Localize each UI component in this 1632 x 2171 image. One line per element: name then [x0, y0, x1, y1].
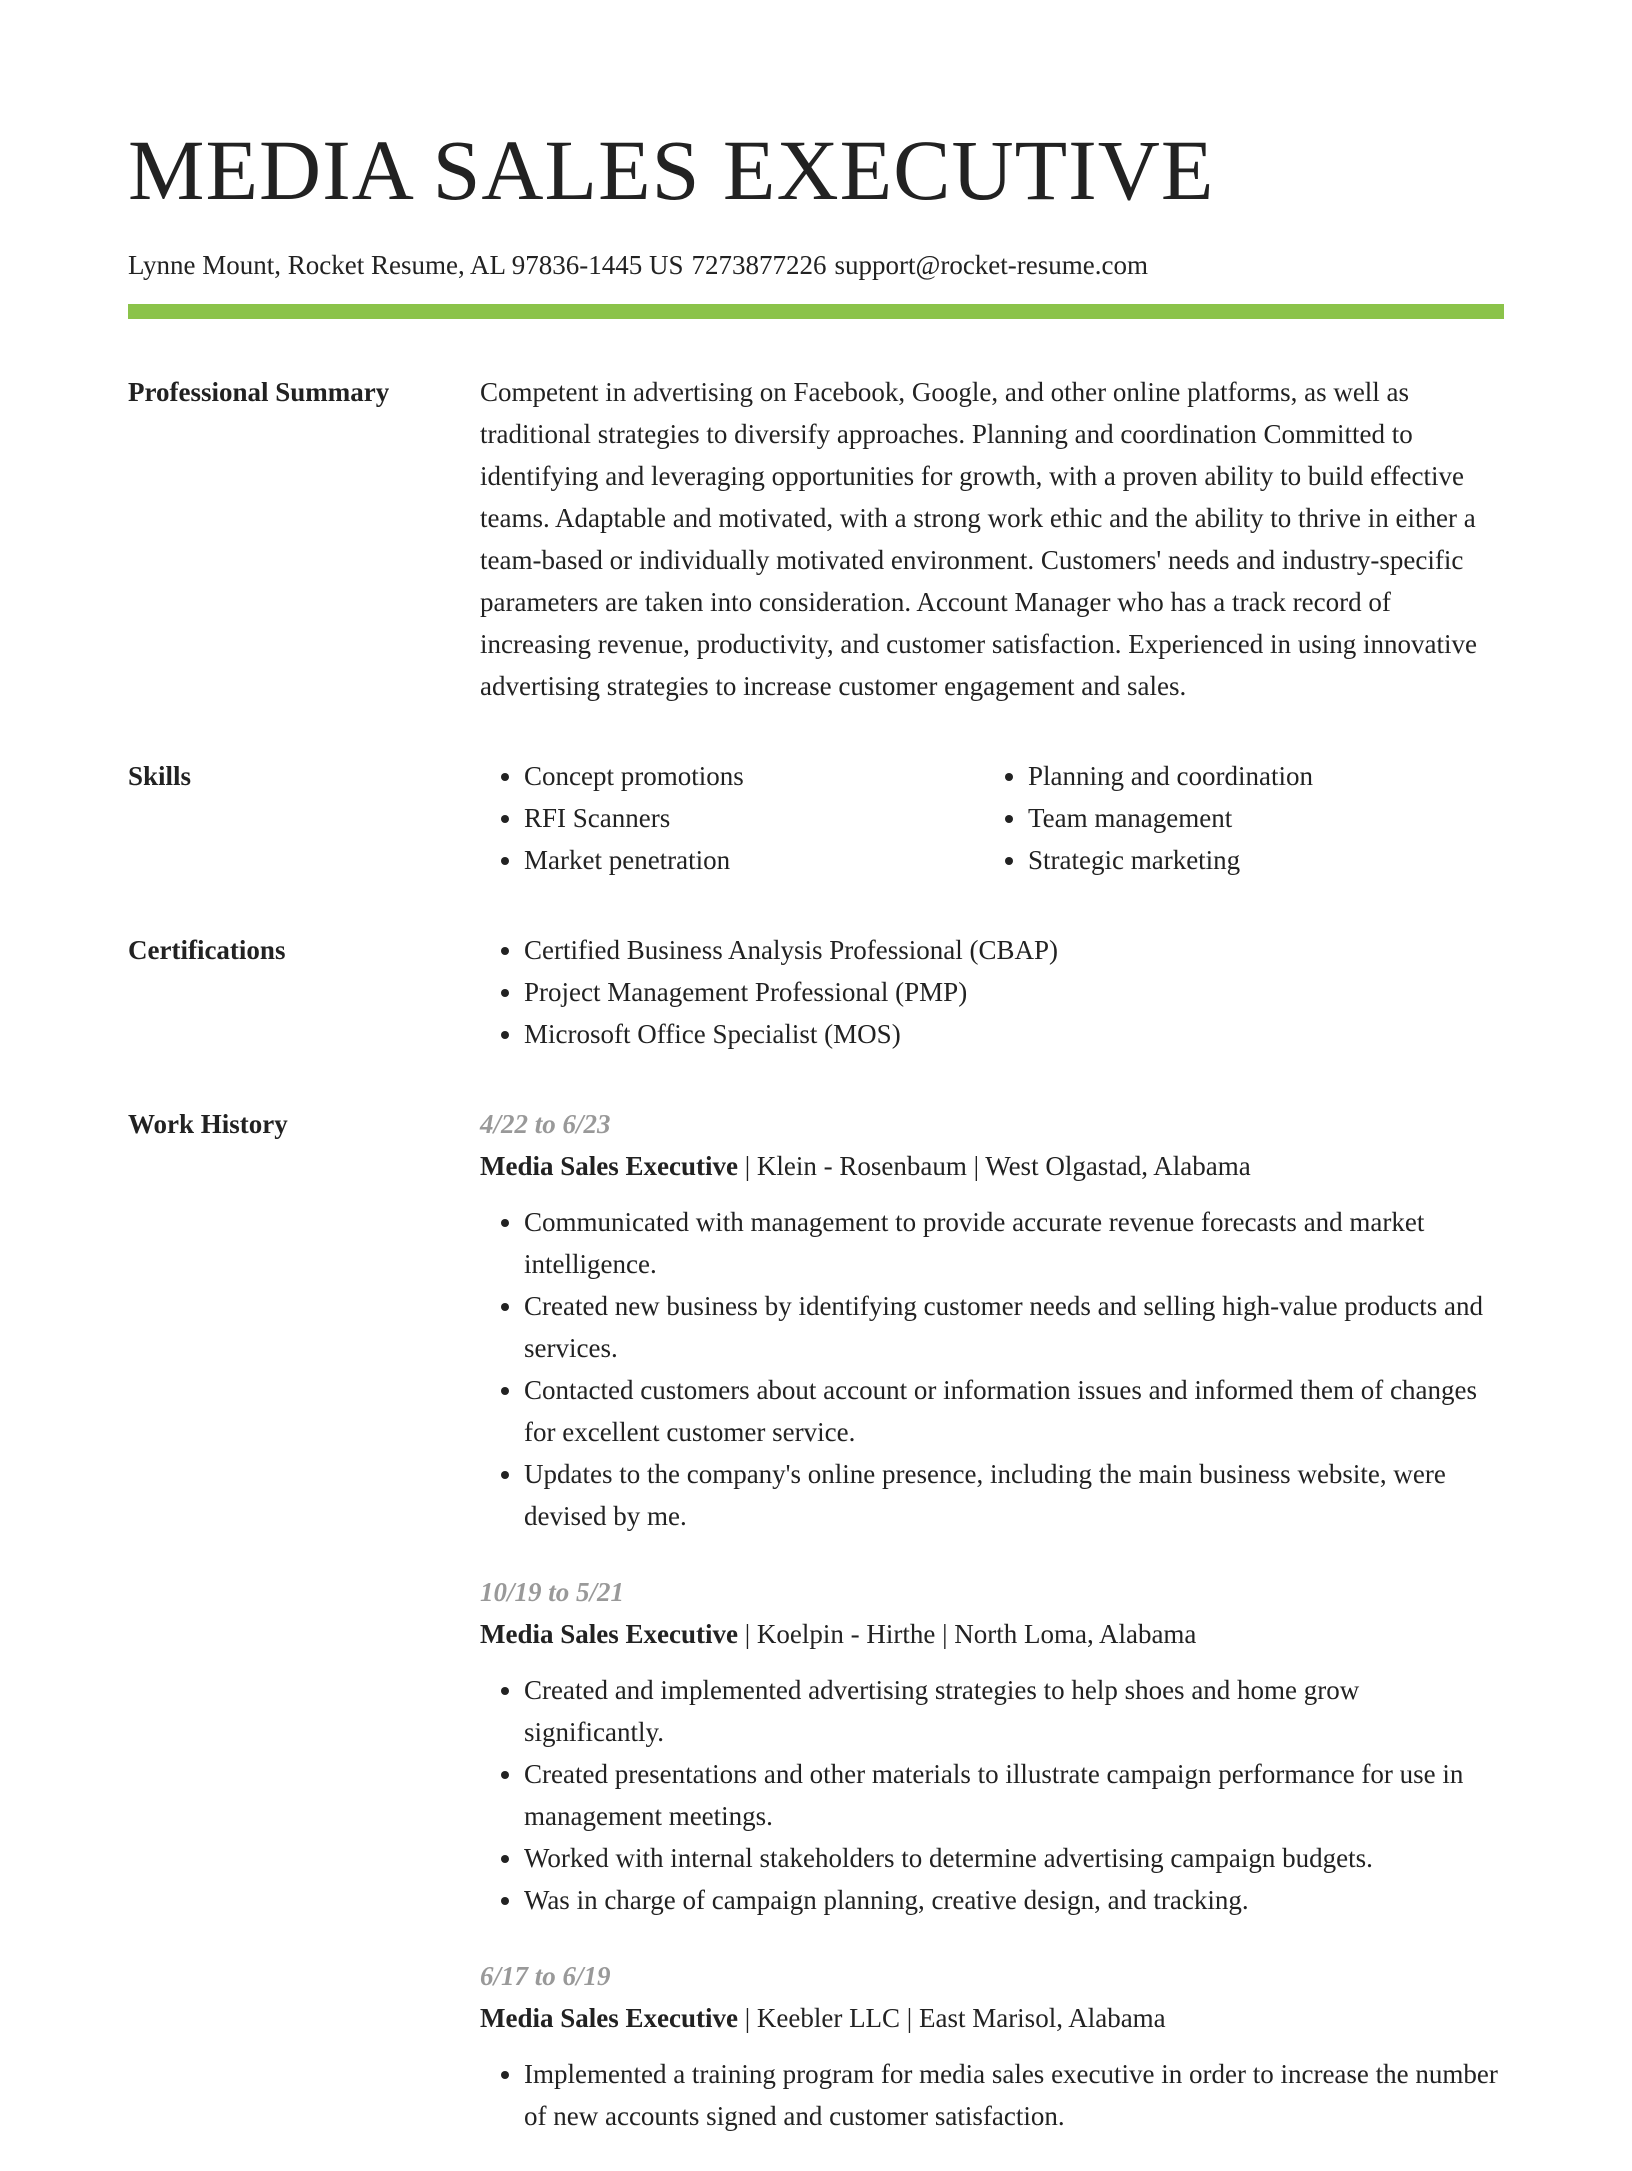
job-entry — [480, 1955, 1504, 2137]
certification-item: • Project Management Professional (PMP) — [524, 971, 1504, 1013]
job-bullets — [480, 1669, 1504, 1921]
job-bullet: • Worked with internal stakeholders to determine advertising campaign budgets. — [524, 1837, 1504, 1879]
certification-item: • Certified Business Analysis Professional (CBAP) — [524, 929, 1504, 971]
work-history-section — [128, 1103, 1504, 2171]
summary-heading: Professional Summary — [128, 377, 390, 407]
resume-title: MEDIA SALES EXECUTIVE — [128, 122, 1215, 218]
job-bullet: • Implemented a training program for media sales executive in order to increase the number of new accounts signed and customer satisfaction. — [524, 2053, 1504, 2137]
skill-item: • Planning and coordination — [1028, 755, 1488, 797]
job-dates: 4/22 to 6/23 — [480, 1109, 611, 1139]
skill-item: • Strategic marketing — [1028, 839, 1488, 881]
job-title: Media Sales Executive — [480, 1151, 738, 1181]
certifications-section — [128, 929, 1504, 1055]
job-bullet: • Updates to the company's online presence, including the main business website, were devised by me. — [524, 1453, 1504, 1537]
resume-page — [128, 120, 1504, 2171]
work-history-body — [480, 1103, 1504, 2171]
job-employer-location: | Keebler LLC | East Marisol, Alabama — [737, 2003, 1166, 2033]
job-bullets — [480, 1201, 1504, 1537]
job-bullet: • Communicated with management to provide accurate revenue forecasts and market intelligence. — [524, 1201, 1504, 1285]
job-header — [480, 1145, 1504, 1187]
job-entry — [480, 1571, 1504, 1921]
header-divider — [128, 304, 1504, 319]
contact-address: Lynne Mount, Rocket Resume, AL 97836-1445 US — [128, 250, 684, 280]
skills-list-right — [984, 755, 1488, 881]
skill-item: • RFI Scanners — [524, 797, 984, 839]
contact-phone: 7273877226 — [691, 250, 827, 280]
job-bullet: • Contacted customers about account or information issues and informed them of changes for excellent customer service. — [524, 1369, 1504, 1453]
skill-item: • Market penetration — [524, 839, 984, 881]
certifications-body — [480, 929, 1504, 1055]
job-employer-location: | Koelpin - Hirthe | North Loma, Alabama — [737, 1619, 1197, 1649]
contact-email: support@rocket-resume.com — [834, 250, 1148, 280]
job-bullet: • Created presentations and other materials to illustrate campaign performance for use in management meetings. — [524, 1753, 1504, 1837]
job-bullet: • Created and implemented advertising strategies to help shoes and home grow significantly. — [524, 1669, 1504, 1753]
certifications-list — [480, 929, 1504, 1055]
job-title: Media Sales Executive — [480, 2003, 738, 2033]
skills-body — [480, 755, 1504, 881]
skills-heading: Skills — [128, 761, 192, 791]
contact-line — [128, 248, 1504, 282]
skills-list-left — [480, 755, 984, 881]
certifications-heading: Certifications — [128, 935, 286, 965]
summary-section — [128, 371, 1504, 707]
job-header — [480, 1613, 1504, 1655]
job-bullets — [480, 2053, 1504, 2137]
job-employer-location: | Klein - Rosenbaum | West Olgastad, Alabama — [737, 1151, 1251, 1181]
skills-section — [128, 755, 1504, 881]
job-title: Media Sales Executive — [480, 1619, 738, 1649]
job-header — [480, 1997, 1504, 2039]
summary-text: Competent in advertising on Facebook, Google, and other online platforms, as well as traditional strategies to diversify approaches. Planning and coordination Committed to identifying and leveraging opportunities for growth, with a proven ability to build effective teams. Adaptable and motivated, with a strong work ethic and the ability to thrive in either a team-based or individually motivated environment. Customers' needs and industry-specific parameters are taken into consideration. Account Manager who has a track record of increasing revenue, productivity, and customer satisfaction. Experienced in using innovative advertising strategies to increase customer engagement and sales. — [480, 377, 1477, 701]
summary-body — [480, 371, 1504, 707]
work-history-heading: Work History — [128, 1109, 288, 1139]
job-dates: 6/17 to 6/19 — [480, 1961, 611, 1991]
job-bullet: • Created new business by identifying customer needs and selling high-value products and services. — [524, 1285, 1504, 1369]
job-bullet: • Was in charge of campaign planning, creative design, and tracking. — [524, 1879, 1504, 1921]
job-entry — [480, 1103, 1504, 1537]
skill-item: • Team management — [1028, 797, 1488, 839]
skill-item: • Concept promotions — [524, 755, 984, 797]
certification-item: • Microsoft Office Specialist (MOS) — [524, 1013, 1504, 1055]
job-dates: 10/19 to 5/21 — [480, 1577, 625, 1607]
